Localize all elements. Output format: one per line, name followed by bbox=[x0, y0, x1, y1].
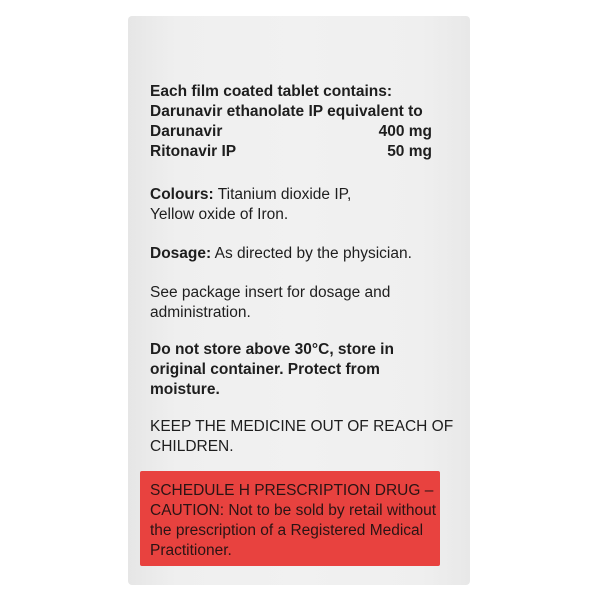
dosage-label: Dosage: bbox=[150, 245, 212, 262]
ingredient-name: Darunavir bbox=[150, 123, 223, 140]
schedule-line-3: the prescription of a Registered Medical bbox=[150, 522, 424, 539]
schedule-line-2: CAUTION: Not to be sold by retail without bbox=[150, 502, 437, 519]
colours-line-2: Yellow oxide of Iron. bbox=[150, 206, 289, 223]
composition-section bbox=[150, 82, 450, 162]
storage-line-2: original container. Protect from bbox=[150, 361, 380, 378]
keep-away-line-2: CHILDREN. bbox=[150, 438, 234, 455]
storage-line-3: moisture. bbox=[150, 381, 220, 398]
ingredient-name: Ritonavir IP bbox=[150, 143, 237, 160]
storage-section bbox=[150, 340, 450, 400]
storage-line-1: Do not store above 30°C, store in bbox=[150, 341, 394, 358]
composition-subheading: Darunavir ethanolate IP equivalent to bbox=[150, 103, 423, 120]
colours-line bbox=[150, 185, 450, 205]
dosage-line bbox=[150, 244, 450, 264]
ingredient-row-darunavir bbox=[150, 122, 432, 142]
colours-label: Colours: bbox=[150, 186, 214, 203]
package-insert-line-2: administration. bbox=[150, 304, 251, 321]
package-insert-section bbox=[150, 283, 450, 323]
keep-away-line-1: KEEP THE MEDICINE OUT OF REACH OF bbox=[150, 418, 454, 435]
dosage-text: As directed by the physician. bbox=[211, 245, 412, 262]
keep-away-section bbox=[150, 417, 454, 457]
schedule-line-4: Practitioner. bbox=[150, 542, 232, 559]
package-insert-line-1: See package insert for dosage and bbox=[150, 284, 391, 301]
ingredient-amount: 50 mg bbox=[387, 143, 432, 160]
ingredient-row-ritonavir bbox=[150, 142, 432, 162]
colours-value: Titanium dioxide IP, bbox=[213, 186, 352, 203]
composition-heading: Each film coated tablet contains: bbox=[150, 83, 393, 100]
dosage-section bbox=[150, 244, 450, 264]
ingredient-amount: 400 mg bbox=[378, 123, 432, 140]
schedule-line-1: SCHEDULE H PRESCRIPTION DRUG – bbox=[150, 482, 434, 499]
schedule-h-warning bbox=[150, 481, 440, 561]
colours-section bbox=[150, 185, 450, 225]
